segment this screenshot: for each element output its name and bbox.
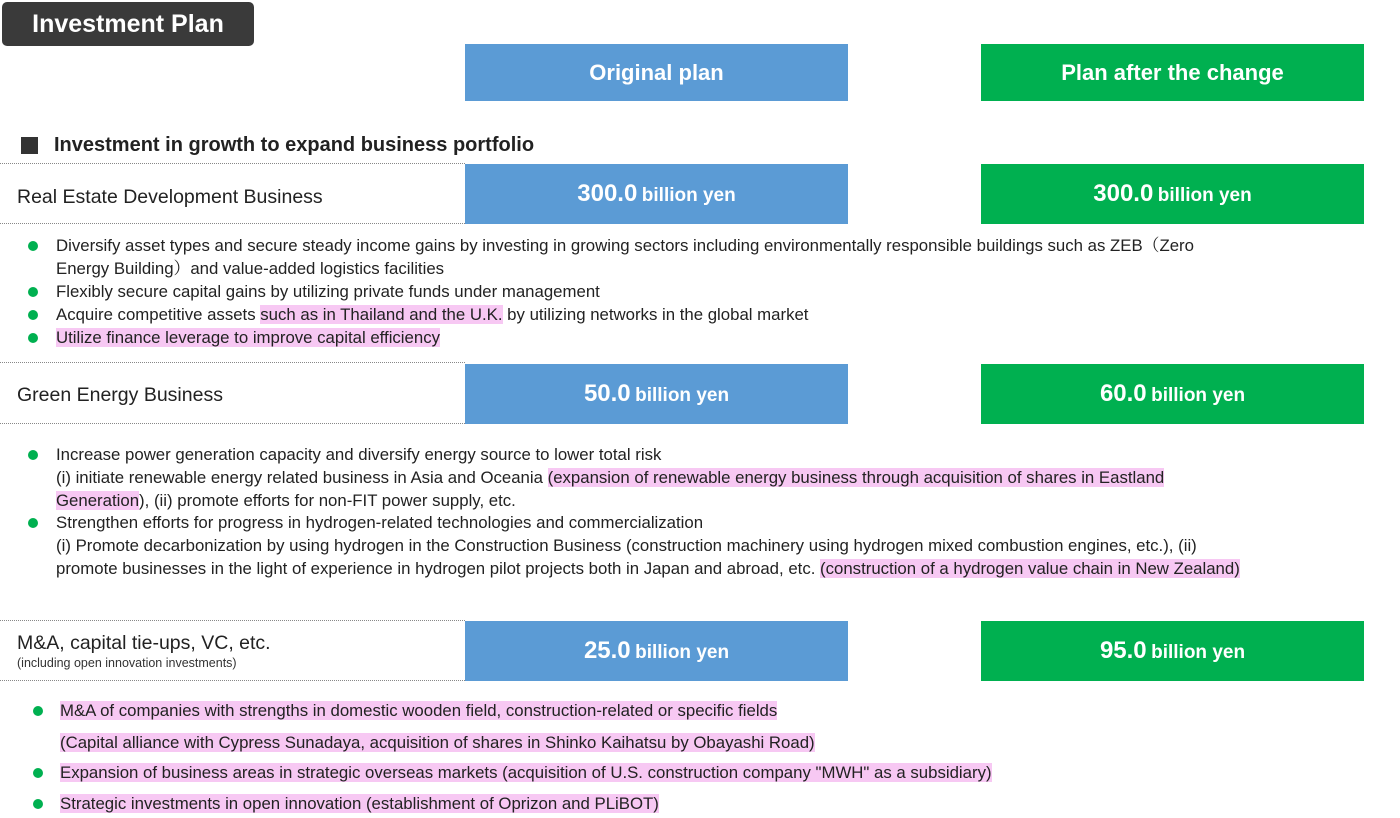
divider <box>0 680 465 681</box>
value-unit: billion yen <box>1157 185 1252 206</box>
bullet-text: (i) Promote decarbonization by using hydrogen in the Construction Business (construction machinery using hydrogen mixed combustion engines, etc.), (ii) <box>56 535 1197 555</box>
list-item <box>60 732 815 755</box>
divider <box>0 223 465 224</box>
value-unit: billion yen <box>1151 385 1246 406</box>
value-number: 50.0 <box>583 380 631 407</box>
highlighted-text: (construction of a hydrogen value chain in New Zealand) <box>820 558 1240 578</box>
row-label-ma: M&A, capital tie-ups, VC, etc. <box>17 632 271 654</box>
list-item: Flexibly secure capital gains by utilizing private funds under management <box>56 282 600 301</box>
highlighted-text: Generation <box>56 490 140 510</box>
highlighted-text: (expansion of renewable energy business through acquisition of shares in Eastland <box>547 467 1165 487</box>
value-unit: billion yen <box>635 385 730 406</box>
value-original-ma <box>465 621 848 681</box>
value-unit: billion yen <box>1151 642 1246 663</box>
bullet-text: ), (ii) promote efforts for non-FIT power supply, etc. <box>139 490 516 510</box>
bullet-text: Increase power generation capacity and diversify energy source to lower total risk <box>56 445 662 464</box>
value-changed-ma <box>981 621 1364 681</box>
changed-plan-header: Plan after the change <box>981 44 1364 101</box>
bullet-text: promote businesses in the light of experience in hydrogen pilot projects both in Japan and abroad, etc. <box>56 558 821 578</box>
divider <box>0 163 465 164</box>
list-item <box>60 793 659 816</box>
highlighted-text: Utilize finance leverage to improve capital efficiency <box>56 328 440 347</box>
list-item <box>56 512 1400 580</box>
row-sublabel-ma: (including open innovation investments) <box>17 656 237 670</box>
value-original-real-estate <box>465 164 848 224</box>
bullet-text: Diversify asset types and secure steady income gains by investing in growing sectors including environmentally responsible buildings such as ZEB（Zero <box>56 236 1194 255</box>
bullet-text: by utilizing networks in the global market <box>502 305 809 324</box>
bullet-text: (i) initiate renewable energy related business in Asia and Oceania <box>56 467 548 487</box>
original-plan-header: Original plan <box>465 44 848 101</box>
highlighted-text: M&A of companies with strengths in domestic wooden field, construction-related or specific fields <box>60 701 778 720</box>
highlighted-text: such as in Thailand and the U.K. <box>260 305 503 324</box>
highlighted-text: (Capital alliance with Cypress Sunadaya, acquisition of shares in Shinko Kaihatsu by Obayashi Road) <box>60 733 815 752</box>
bullet-icon <box>33 768 43 778</box>
list-item <box>60 762 992 785</box>
bullet-text: Energy Building）and value-added logistics facilities <box>56 258 445 278</box>
bullet-text <box>56 558 1400 581</box>
page-title: Investment Plan <box>2 2 254 46</box>
bullet-icon <box>33 706 43 716</box>
bullet-text <box>56 490 1396 513</box>
row-label-real-estate: Real Estate Development Business <box>17 186 323 208</box>
value-original-green-energy <box>465 364 848 424</box>
list-item <box>56 444 1396 512</box>
value-number: 300.0 <box>577 180 638 207</box>
list-item <box>56 235 1391 281</box>
bullet-icon <box>28 310 38 320</box>
value-changed-green-energy <box>981 364 1364 424</box>
bullet-text: Acquire competitive assets <box>56 305 261 324</box>
divider <box>0 620 465 621</box>
row-label-green-energy: Green Energy Business <box>17 384 223 406</box>
list-item <box>56 304 808 327</box>
divider <box>0 423 465 424</box>
value-number: 300.0 <box>1093 180 1154 207</box>
bullet-icon <box>28 287 38 297</box>
value-unit: billion yen <box>641 185 736 206</box>
value-changed-real-estate <box>981 164 1364 224</box>
list-item <box>56 327 440 350</box>
list-item <box>60 700 777 723</box>
section-title: Investment in growth to expand business portfolio <box>54 134 535 156</box>
bullet-text <box>56 467 1396 490</box>
highlighted-text: Expansion of business areas in strategic overseas markets (acquisition of U.S. construction company "MWH" as a subsidiary) <box>60 763 992 782</box>
bullet-text: Strengthen efforts for progress in hydrogen-related technologies and commercialization <box>56 513 704 532</box>
value-unit: billion yen <box>635 642 730 663</box>
bullet-icon <box>33 799 43 809</box>
value-number: 60.0 <box>1099 380 1147 407</box>
value-number: 95.0 <box>1099 637 1147 664</box>
bullet-icon <box>28 241 38 251</box>
bullet-icon <box>28 450 38 460</box>
square-bullet-icon <box>21 137 38 154</box>
value-number: 25.0 <box>583 637 631 664</box>
bullet-icon <box>28 518 38 528</box>
divider <box>0 362 465 363</box>
highlighted-text: Strategic investments in open innovation (establishment of Oprizon and PLiBOT) <box>60 794 659 813</box>
bullet-icon <box>28 333 38 343</box>
